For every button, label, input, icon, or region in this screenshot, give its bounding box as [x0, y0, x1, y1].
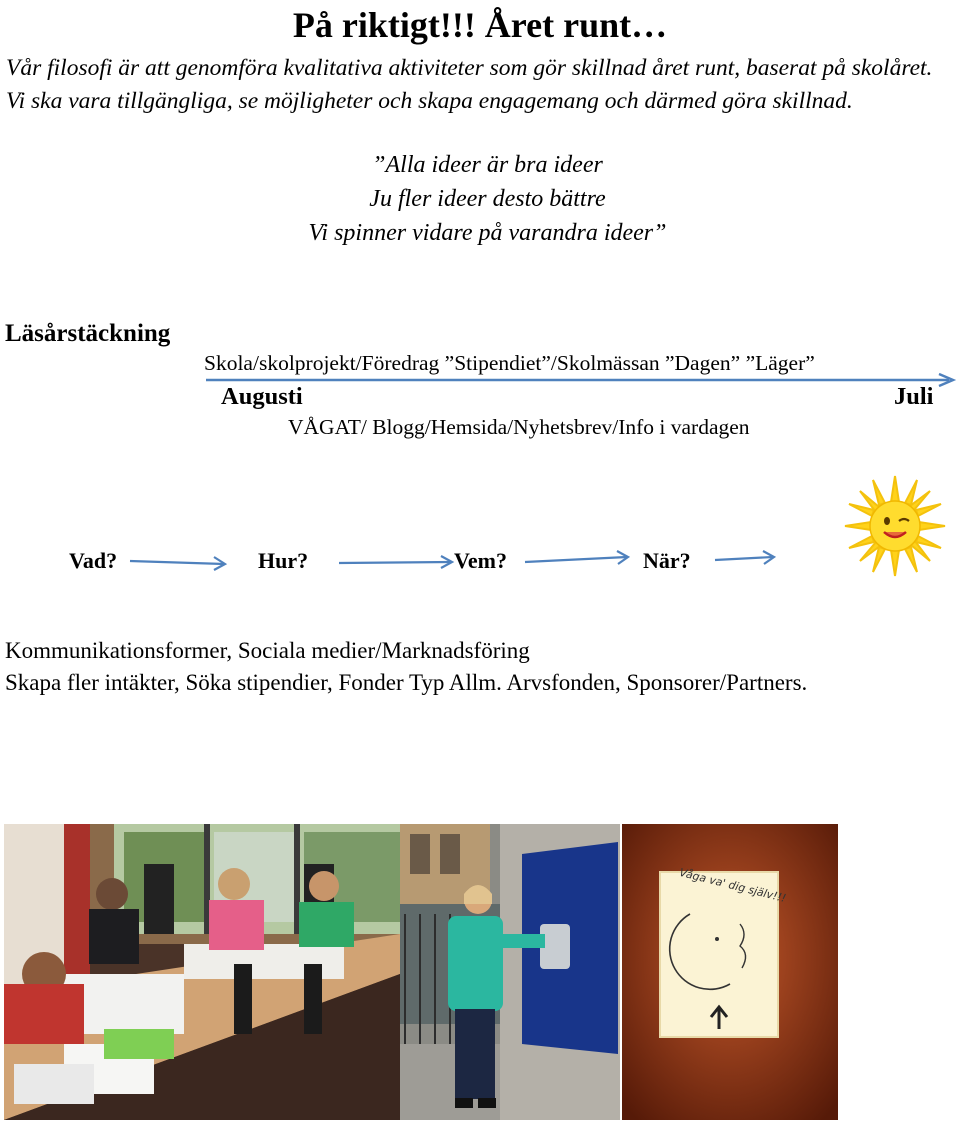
step-vad: Vad? [69, 548, 118, 573]
coverage-channels: VÅGAT/ Blogg/Hemsida/Nyhetsbrev/Info i vardagen [288, 415, 750, 439]
coverage-title: Läsårstäckning [5, 320, 171, 347]
end-month: Juli [894, 383, 934, 410]
coverage-activities: Skola/skolprojekt/Föredrag ”Stipendiet”/Skolmässan ”Dagen” ”Läger” [204, 351, 815, 375]
step-nar: När? [643, 548, 691, 573]
step-arrow-1 [128, 553, 228, 573]
step-vem: Vem? [454, 548, 507, 573]
sun-icon [843, 474, 947, 578]
timeline-arrow [204, 372, 960, 390]
page-title: På riktigt!!! Året runt… [292, 5, 668, 45]
communication-line-1: Kommunikationsformer, Sociala medier/Marknadsföring [5, 638, 530, 663]
photo-poster-door [622, 824, 838, 1120]
step-arrow-4 [713, 548, 777, 570]
step-hur: Hur? [258, 548, 309, 573]
quote-line-2: Ju fler ideer desto bättre [369, 186, 606, 212]
photo-meeting-room [4, 824, 400, 1120]
photo-woman-mailbox [400, 824, 620, 1120]
start-month: Augusti [221, 383, 303, 410]
poster-text: Våga va' dig själv!!! [678, 865, 788, 906]
quote-line-1: ”Alla ideer är bra ideer [372, 152, 603, 178]
intro-paragraph: Vår filosofi är att genomföra kvalitativa aktiviteter som gör skillnad året runt, baserat på skolåret. Vi ska vara tillgängliga, se möjligheter och skapa engagemang och därmed göra skillnad. [6, 55, 933, 114]
communication-line-2: Skapa fler intäkter, Söka stipendier, Fonder Typ Allm. Arvsfonden, Sponsorer/Partners. [5, 670, 808, 695]
quote-line-3: Vi spinner vidare på varandra ideer” [308, 220, 667, 246]
step-arrow-2 [337, 553, 455, 573]
step-arrow-3 [523, 548, 631, 570]
